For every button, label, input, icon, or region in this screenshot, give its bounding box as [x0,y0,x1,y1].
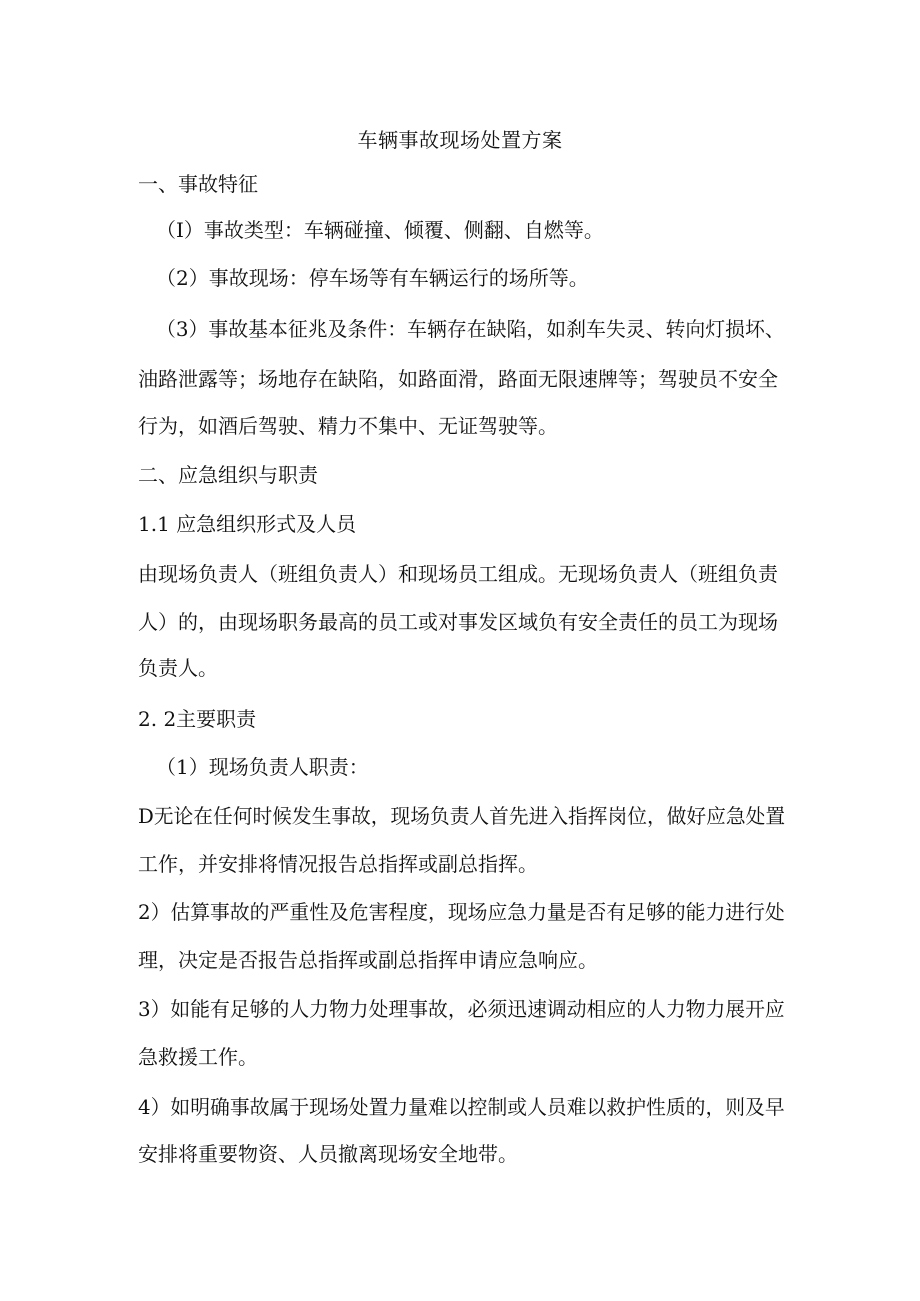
paragraph-accident-type: （I）事故类型：车辆碰撞、倾覆、侧翻、自燃等。 [156,218,604,242]
duty-2-line-1: 2）估算事故的严重性及危害程度，现场应急力量是否有足够的能力进行处 [138,900,785,924]
subheading-main-duties: 2. 2主要职责 [138,707,257,731]
subheading-organization-form: 1.1 应急组织形式及人员 [138,512,357,536]
document-title: 车辆事故现场处置方案 [357,128,563,152]
paragraph-organization-line-1: 由现场负责人（班组负责人）和现场员工组成。无现场负责人（班组负责 [138,562,778,586]
duty-3-line-2: 急救援工作。 [138,1045,258,1069]
duty-4-line-2: 安排将重要物资、人员撤离现场安全地带。 [138,1142,518,1166]
paragraph-accident-scene: （2）事故现场：停车场等有车辆运行的场所等。 [156,266,589,290]
duty-3-line-1: 3）如能有足够的人力物力处理事故，必须迅速调动相应的人力物力展开应 [138,997,785,1021]
duty-2-line-2: 理，决定是否报告总指挥或副总指挥申请应急响应。 [138,948,598,972]
duty-4-line-1: 4）如明确事故属于现场处置力量难以控制或人员难以救护性质的，则及早 [138,1095,785,1119]
duty-1-line-2: 工作，并安排将情况报告总指挥或副总指挥。 [138,852,538,876]
paragraph-organization-line-3: 负责人。 [138,656,218,680]
paragraph-signs-line-1: （3）事故基本征兆及条件：车辆存在缺陷，如刹车失灵、转向灯损坏、 [156,317,785,341]
subheading-site-leader-duties: （1）现场负责人职责： [156,755,369,779]
section-heading-accident-features: 一、事故特征 [138,172,258,196]
duty-1-line-1: D无论在任何时候发生事故，现场负责人首先进入指挥岗位，做好应急处置 [138,804,786,828]
section-heading-emergency-organization: 二、应急组织与职责 [138,463,318,487]
paragraph-organization-line-2: 人）的，由现场职务最高的员工或对事发区域负有安全责任的员工为现场 [138,610,778,634]
paragraph-signs-line-3: 行为，如酒后驾驶、精力不集中、无证驾驶等。 [138,414,558,438]
paragraph-signs-line-2: 油路泄露等；场地存在缺陷，如路面滑，路面无限速牌等；驾驶员不安全 [138,367,778,391]
